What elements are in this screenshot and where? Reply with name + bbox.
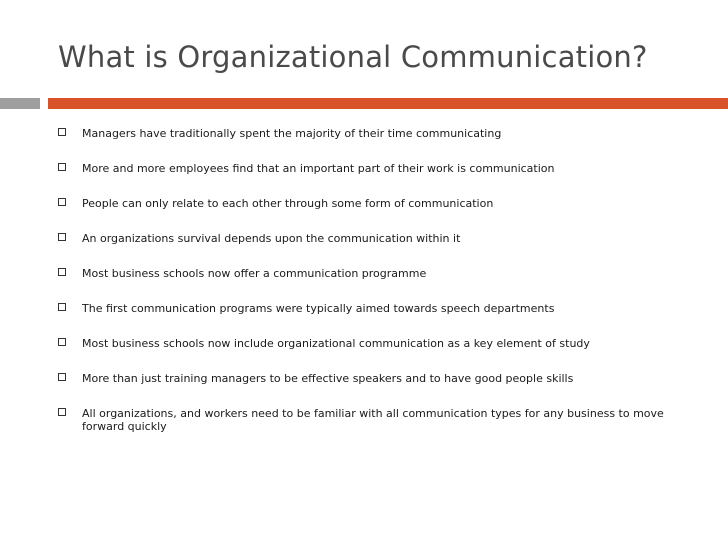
title-rule-orange-bar [48, 98, 728, 109]
hollow-square-icon [58, 408, 66, 416]
bullet-item [58, 302, 698, 315]
bullet-text: Most business schools now offer a communication programme [82, 267, 427, 280]
bullet-item [58, 372, 698, 385]
bullet-text: An organizations survival depends upon the communication within it [82, 232, 461, 245]
hollow-square-icon [58, 268, 66, 276]
bullet-text: People can only relate to each other through some form of communication [82, 197, 494, 210]
hollow-square-icon [58, 163, 66, 171]
bullet-text: Managers have traditionally spent the majority of their time communicating [82, 127, 502, 140]
bullet-item [58, 267, 698, 280]
slide-title: What is Organizational Communication? [58, 40, 648, 74]
bullet-item [58, 337, 698, 350]
title-rule-gray-segment [0, 98, 40, 109]
hollow-square-icon [58, 233, 66, 241]
hollow-square-icon [58, 198, 66, 206]
bullet-text: More than just training managers to be effective speakers and to have good people skills [82, 372, 574, 385]
bullet-item [58, 232, 698, 245]
hollow-square-icon [58, 373, 66, 381]
bullet-item [58, 197, 698, 210]
hollow-square-icon [58, 128, 66, 136]
hollow-square-icon [58, 338, 66, 346]
bullet-item [58, 127, 698, 140]
bullet-list [58, 127, 698, 455]
bullet-text: More and more employees find that an important part of their work is communication [82, 162, 555, 175]
bullet-item [58, 162, 698, 175]
hollow-square-icon [58, 303, 66, 311]
bullet-text: The first communication programs were typically aimed towards speech departments [82, 302, 555, 315]
bullet-item [58, 407, 698, 433]
bullet-text: Most business schools now include organizational communication as a key element of study [82, 337, 590, 350]
bullet-text: All organizations, and workers need to be familiar with all communication types for any business to move forward quickly [82, 407, 664, 433]
